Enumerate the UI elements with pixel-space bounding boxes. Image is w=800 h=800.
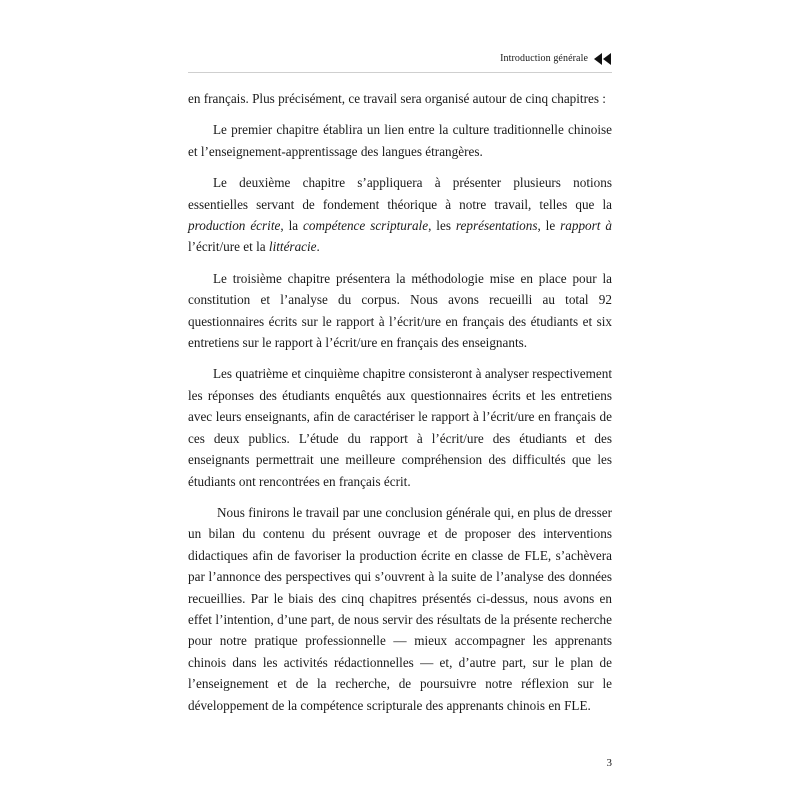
- paragraph: [188, 119, 612, 162]
- paragraph: [188, 172, 612, 258]
- italic-term: compétence scripturale: [303, 218, 429, 234]
- text-run: Les quatrième et cinquième chapitre consisteront à analyser respectivement les réponses des étudiants enquêtés aux questionnaires écrits et les entretiens avec leurs enseignants, afin de caractériser le rapport à l’écrit/ure en français de ces deux publics. L’étude du rapport à l’écrit/ure des étudiants et des enseignants permettrait une meilleure compréhension des difficultés que les étudiants ont rencontrées en français écrit.: [188, 366, 612, 489]
- header-divider: [188, 72, 612, 73]
- text-run: Le troisième chapitre présentera la méthodologie mise en place pour la constitution et l’analyse du corpus. Nous avons recueilli au total 92 questionnaires écrits sur le rapport à l’écrit/ure en français des étudiants et six entretiens sur le rapport à l’écrit/ure en français des enseignants.: [188, 270, 612, 351]
- text-run: l’écrit/ure et la: [188, 239, 269, 255]
- body-text: [188, 88, 612, 726]
- text-run: en français. Plus précisément, ce travail sera organisé autour de cinq chapitres :: [188, 91, 606, 106]
- paragraph: [188, 502, 612, 716]
- paragraph: [188, 363, 612, 491]
- italic-term: production écrite: [188, 218, 281, 234]
- italic-term: rapport à: [560, 218, 612, 234]
- running-title: Introduction générale: [500, 52, 588, 64]
- italic-term: littéracie: [268, 239, 317, 255]
- text-run: .: [316, 239, 320, 255]
- text-run: Nous finirons le travail par une conclusion générale qui, en plus de dresser un bilan du contenu du présent ouvrage et de proposer des interventions didactiques afin de favoriser la production écrite en classe de FLE, s’achèvera par l’annonce des perspectives qui s’ouvrent à la suite de l’analyse des données recueillies. Par le biais des cinq chapitres présentés ci-dessus, nous avons en effet l’intention, d’une part, de nous servir des résultats de la présente recherche pour notre pratique professionnelle — mieux accompagner les apprenants chinois dans les activités rédactionnelles — et, d’autre part, sur le plan de l’enseignement et de la recherche, de poursuivre notre réflexion sur le développement de la compétence scripturale des apprenants chinois en FLE.: [188, 504, 612, 713]
- paragraph: [188, 268, 612, 354]
- double-left-triangle-icon: [594, 52, 612, 64]
- text-run: Le deuxième chapitre s’appliquera à présenter plusieurs notions essentielles servant de fondement théorique à notre travail, telles que la: [188, 175, 612, 212]
- paragraph: [188, 88, 612, 109]
- text-run: Le premier chapitre établira un lien entre la culture traditionnelle chinoise et l’enseignement-apprentissage des langues étrangères.: [188, 122, 612, 159]
- italic-term: représentations: [455, 218, 538, 234]
- text-run: , la: [280, 218, 304, 234]
- page-number: 3: [606, 757, 612, 769]
- text-run: , les: [428, 218, 456, 234]
- running-header: [500, 52, 612, 64]
- text-run: , le: [537, 218, 561, 234]
